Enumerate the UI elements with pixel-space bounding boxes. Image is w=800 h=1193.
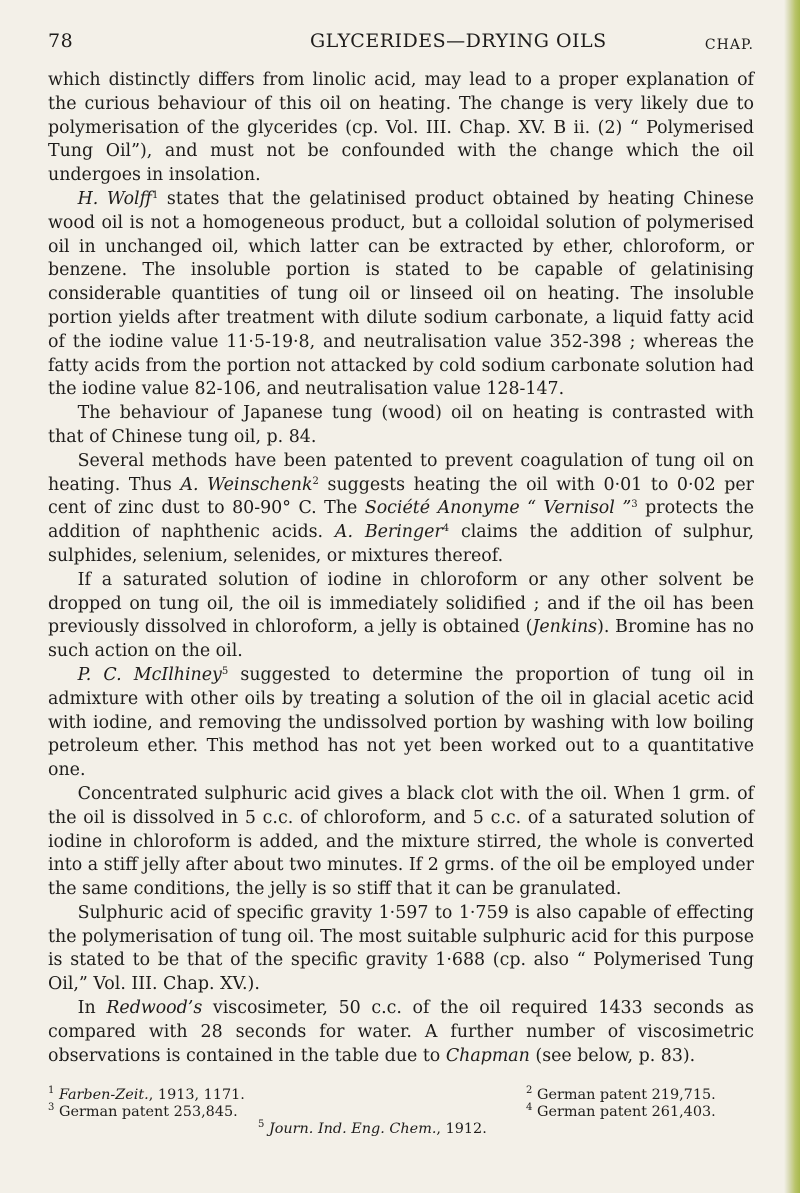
author-name: A. Weinschenk <box>180 474 313 495</box>
footnote-number: 1 <box>48 1085 55 1096</box>
footnote-text: German patent 219,715. <box>536 1087 716 1103</box>
paragraph-text: If a saturated solution of iodine in chloroform or any other solvent be dropped on tung oil, the oil is immediately solidified ; and if the oil has been previously dissolved in chloroform, a jelly is obtained ( <box>48 569 754 638</box>
paragraph-7 <box>48 783 754 902</box>
paragraph-text: The behaviour of Japanese tung (wood) oil on heating is contrasted with that of Chinese tung oil, p. 84. <box>48 403 754 447</box>
paragraph-text: suggested to determine the proportion of tung oil in admixture with other oils by treating a solution of the oil in glacial acetic acid with iodine, and removing the undissolved portion by washing with low boiling petroleum ether. This method has not yet been worked out to a quantitative one. <box>48 664 755 781</box>
author-name: Jenkins <box>532 617 598 638</box>
footnote-ref: 2 <box>312 475 319 487</box>
page-header <box>48 30 758 60</box>
paragraph-5 <box>48 569 754 664</box>
footnote-ref: 1 <box>151 189 159 201</box>
paragraph-4 <box>48 450 754 569</box>
footnote-ref: 5 <box>221 665 229 677</box>
author-name: P. C. McIlhiney <box>77 664 222 685</box>
footnotes <box>48 1087 754 1138</box>
paragraph-text: In <box>77 998 107 1019</box>
footnote-3 <box>48 1104 238 1121</box>
page-number: 78 <box>48 30 74 52</box>
paragraph-text: Several methods have been patented to prevent coagulation of tung oil on heating. Thus <box>48 450 754 495</box>
author-name: A. Beringer <box>334 522 443 543</box>
page-edge <box>784 0 800 1193</box>
footnote-row <box>48 1104 754 1121</box>
paragraph-text: viscosimeter, 50 c.c. of the oil required 1433 seconds as compared with 28 seconds for water. A further number of viscosimetric observations is contained in the table due to <box>48 998 754 1066</box>
paragraph-8 <box>48 902 754 997</box>
chapter-mark: CHAP. <box>704 37 754 53</box>
author-name: H. Wolff <box>77 188 152 209</box>
paragraph-9 <box>48 997 754 1068</box>
footnote-row <box>48 1087 754 1104</box>
footnote-number: 3 <box>48 1102 55 1113</box>
footnote-text: German patent 261,403. <box>536 1104 716 1120</box>
journal-name: Journ. Ind. Eng. Chem. <box>268 1121 437 1137</box>
footnote-4 <box>526 1104 716 1121</box>
paragraph-text: Sulphuric acid of specific gravity 1·597 to 1·759 is also capable of effecting the polymerisation of tung oil. The most suitable sulphuric acid for this purpose is stated to be that of the specific gravity 1·688 (cp. also “ Polymerised Tung Oil,” Vol. III. Chap. XV.). <box>48 902 754 995</box>
paragraph-1 <box>48 69 754 188</box>
paragraph-text: Concentrated sulphuric acid gives a black clot with the oil. When 1 grm. of the oil is dissolved in 5 c.c. of chloroform, and 5 c.c. of a saturated solution of iodine in chloroform is added, and the mixture stirred, the whole is converted into a stiff jelly after about two minutes. If 2 grms. of the oil be employed under the same conditions, the jelly is so stiff that it can be granulated. <box>48 783 754 900</box>
footnote-text: , 1913, 1171. <box>148 1087 245 1103</box>
running-title: GLYCERIDES—DRYING OILS <box>310 30 607 52</box>
company-name: Société Anonyme “ Vernisol ” <box>364 498 632 519</box>
author-name: Chapman <box>445 1045 530 1066</box>
footnote-ref: 4 <box>442 523 450 535</box>
paragraph-text: suggests heating the oil with 0·01 to 0·02 per cent of zinc dust to 80-90° C. The <box>48 474 754 519</box>
footnote-text: , 1912. <box>436 1121 487 1137</box>
paragraph-6 <box>48 664 754 783</box>
paragraph-text: which distinctly differs from linolic acid, may lead to a proper explanation of the curious behaviour of this oil on heating. The change is very likely due to polymerisation of the glycerides (cp. Vol. III. Chap. XV. B ii. (2) “ Polymerised Tung Oil”), and must not be confounded with the change which the oil undergoes in insolation. <box>48 70 754 186</box>
paragraph-3 <box>48 402 754 450</box>
footnote-row <box>48 1121 754 1138</box>
footnote-5 <box>258 1121 487 1138</box>
footnote-ref: 3 <box>631 499 638 511</box>
footnote-number: 5 <box>258 1119 265 1130</box>
footnote-text: German patent 253,845. <box>58 1104 238 1120</box>
paragraph-2 <box>48 188 754 402</box>
author-name: Redwood’s <box>106 998 203 1019</box>
footnote-number: 2 <box>526 1085 533 1096</box>
footnote-number: 4 <box>526 1102 533 1113</box>
paragraph-text: protects the addition of naphthenic acids. <box>48 498 754 543</box>
journal-name: Farben-Zeit. <box>58 1087 149 1103</box>
footnote-1 <box>48 1087 245 1104</box>
paragraph-text: (see below, p. 83). <box>529 1045 696 1066</box>
paragraph-text: states that the gelatinised product obtained by heating Chinese wood oil is not a homogeneous product, but a colloidal solution of polymerised oil in unchanged oil, which latter can be extracted by ether, chloroform, or benzene. The insoluble portion is stated to be capable of gelatinising considerable quantities of tung oil or linseed oil on heating. The insoluble portion yields after treatment with dilute sodium carbonate, a liquid fatty acid of the iodine value 11·5-19·8, and neutralisation value 352-398 ; whereas the fatty acids from the portion not attacked by cold sodium carbonate solution had the iodine value 82-106, and neutralisation value 128-147. <box>48 188 754 400</box>
paragraph-text: claims the addition of sulphur, sulphides, selenium, selenides, or mixtures thereof. <box>48 522 755 566</box>
footnote-2 <box>526 1087 716 1104</box>
body-text <box>48 69 754 1068</box>
paragraph-text: ). Bromine has no such action on the oil. <box>48 617 755 662</box>
